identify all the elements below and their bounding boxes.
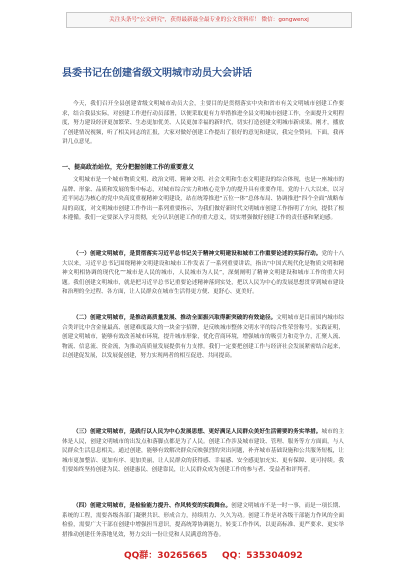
contact-footer: [0, 548, 408, 562]
section-heading-1: 一、提高政治站位，充分把握创建工作的重要意义: [62, 164, 195, 171]
subsection-d-heading: （四）创建文明城市，是检验能力提升、作风转变的实践舞台。: [73, 503, 232, 509]
intro-paragraph: 今天，我们召开全县创建省级文明城市动员大会，主要目的是贯彻落实中央和省市有关文明城市创建工作要求，结合我县实际，对创建工作进行动员部署，以便采取更有力举措推进全县文明城市创建工作，全面提升文明程度，努力建设经济更加繁荣、生态更加优美、人民更加幸福的新时代，切实打造创建文明城市新成果。刚才，播放了创建情况视频，听了相关同志的汇报，大家对做好创建工作提出了很好的意见和建议，我完全赞同。下面，我再讲几点意见。: [62, 101, 344, 145]
subsection-b-body: 文明城市是目前国内城市综合类评比中含金量最高、创建难度最大的一块金字招牌，是反映城市整体文明水平的综合性荣誉称号。实践证明，创建文明城市，能够有效改善城市环境，提升城市形象，优化营商环境，增强城市的吸引力和竞争力，汇聚人流、物流、信息流、资金流，为推动高质量发展提供有力支撑。我们一定要把创建工作与经济社会发展紧密结合起来，以创建促发展，以发展促创建，努力实现两者的相互促进、共同提高。: [62, 315, 344, 359]
subsection-c-body: 城市的主体是人民，创建文明城市的出发点和落脚点都是为了人民。创建工作涉及城市建设、管理、服务等方方面面，与人民群众生活息息相关。通过创建，能够有效解决群众反映强烈的突出问题，补齐城市基础设施和公共服务短板，让城市更加整洁、更加有序、更加美丽，让人民群众的获得感、幸福感、安全感更加充实、更有保障、更可持续。我们要始终坚持创建为民、创建惠民、创建靠民，让人民群众成为创建工作的参与者、受益者和评判者。: [62, 429, 344, 473]
section1-paragraph: 文明城市是一个城市物质文明、政治文明、精神文明、社会文明和生态文明建设的综合体现，也是一座城市的品牌、形象、品质和发展的集中标志，对城市综合实力和核心竞争力的提升具有重要作用。党的十八大以来，以习近平同志为核心的党中央高度重视精神文明建设，站在统筹推进“五位一体”总体布局、协调推进“四个全面”战略布局的高度，对文明城市创建工作作出一系列重要指示，为我们做好新时代文明城市创建工作指明了方向，提供了根本遵循。我们一定要深入学习贯彻，充分认识创建工作的重大意义，切实增强做好创建工作的责任感和紧迫感。: [62, 177, 344, 221]
subsection-b-heading: （二）创建文明城市，是推动高质量发展、推动全面振兴取得新突破的有效途径。: [73, 315, 277, 321]
qq-number-label: QQ：535304092: [222, 551, 303, 561]
subsection-c-heading: （三）创建文明城市，是践行以人民为中心发展思想、更好满足人民群众美好生活需要的务实举措。: [73, 429, 322, 435]
document-title: 县委书记在创建省级文明城市动员大会讲话: [62, 68, 252, 79]
promo-banner[interactable]: 关注头条号"公文研究"，获得最新最全最专业的公文资料库！ 微信：gongwenxj: [66, 12, 352, 28]
subsection-a-heading: （一）创建文明城市，是贯彻落实习近平总书记关于精神文明建设和城市工作重要论述的实际行动。: [73, 251, 322, 257]
subsection-d-body: 创建文明城市不是一时一事，而是一项长期、系统的工程，需要各级各部门凝聚共识、形成合力，持续用力、久久为功。创建工作是对各级干部能力作风的全面检验，需要广大干部在创建中增强担当意识，提高统筹协调能力，转变工作作风，以更高标准、更严要求、更实举措推动创建任务落地见效，努力交出一份让党和人民满意的答卷。: [62, 503, 344, 538]
subsection-b: [62, 314, 344, 418]
subsection-c: [62, 428, 344, 494]
subsection-a-body: 党的十八大以来，习近平总书记围绕精神文明建设和城市工作发表了一系列重要讲话，指出“中国式现代化是物质文明和精神文明相协调的现代化”“城市是人民的城市，人民城市为人民”，深刻阐明了精神文明建设和城市工作的重大问题。我们创建文明城市，就是把习近平总书记重要论述精神落到实处，把以人民为中心的发展思想贯穿到城市建设和治理的全过程、各方面，让人民群众在城市生活得更方便、更舒心、更美好。: [62, 251, 344, 295]
qq-group-label: QQ群：30265665: [124, 551, 208, 561]
subsection-a: [62, 250, 344, 306]
subsection-d: [62, 502, 344, 540]
